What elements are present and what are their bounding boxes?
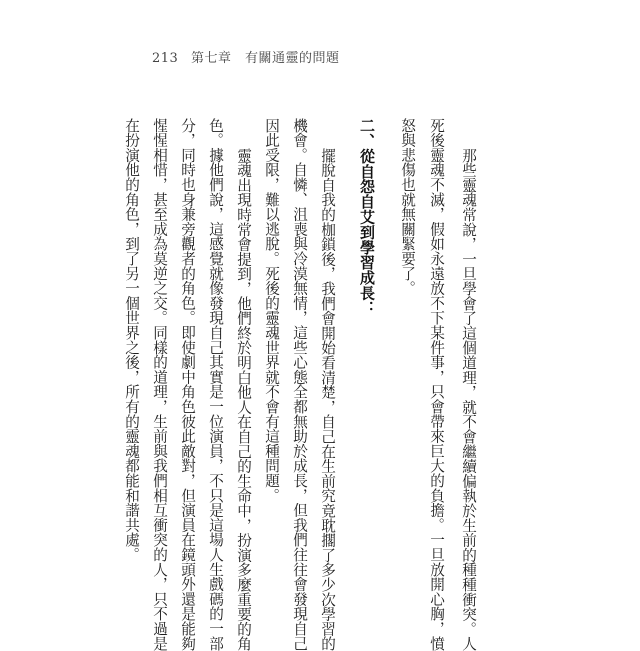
running-header: [152, 47, 339, 66]
text-column: 惺惺相惜，甚至成為莫逆之交。同樣的道理，生前與我們相互衝突的人，只不過是: [151, 118, 168, 651]
text-column: 擺脫自我的枷鎖後，我們會開始看清楚，自己在生前究竟耽擱了多少次學習的: [319, 148, 336, 651]
text-column: 靈魂出現時常會提到，他們終於明白他人在自己的生命中，扮演多麼重要的角: [235, 148, 252, 651]
text-column: 機會。自憐、沮喪與冷漠無情，這些心態全都無助於成長，但我們往往會發現自己: [291, 118, 308, 651]
text-column: 死後靈魂不滅，假如永遠放不下某件事，只會帶來巨大的負擔。一旦放開心胸，憤: [428, 118, 445, 651]
page-number: 213: [152, 51, 179, 66]
text-column: 在扮演他的角色，到了另一個世界之後，所有的靈魂都能和諧共處。: [123, 118, 140, 562]
text-column: 那些靈魂常說，一旦學會了這個道理，就不會繼續偏執於生前的種種衝突。人: [460, 148, 477, 651]
text-column: 色。據他們說，這感覺就像發現自己其實是一位演員，不只是這場人生戲碼的一部: [207, 118, 224, 651]
section-heading: 二、從自怨自艾到學習成長：: [358, 118, 376, 316]
text-column: 怒與悲傷也就無關緊要了。: [399, 118, 416, 296]
chapter-title: 第七章 有關通靈的問題: [190, 51, 340, 66]
text-column: 因此受限，難以逃脫。死後的靈魂世界就不會有這種問題。: [263, 118, 280, 503]
text-column: 分，同時也身兼旁觀者的角色。即使劇中角色彼此敵對，但演員在鏡頭外還是能夠: [179, 118, 196, 651]
